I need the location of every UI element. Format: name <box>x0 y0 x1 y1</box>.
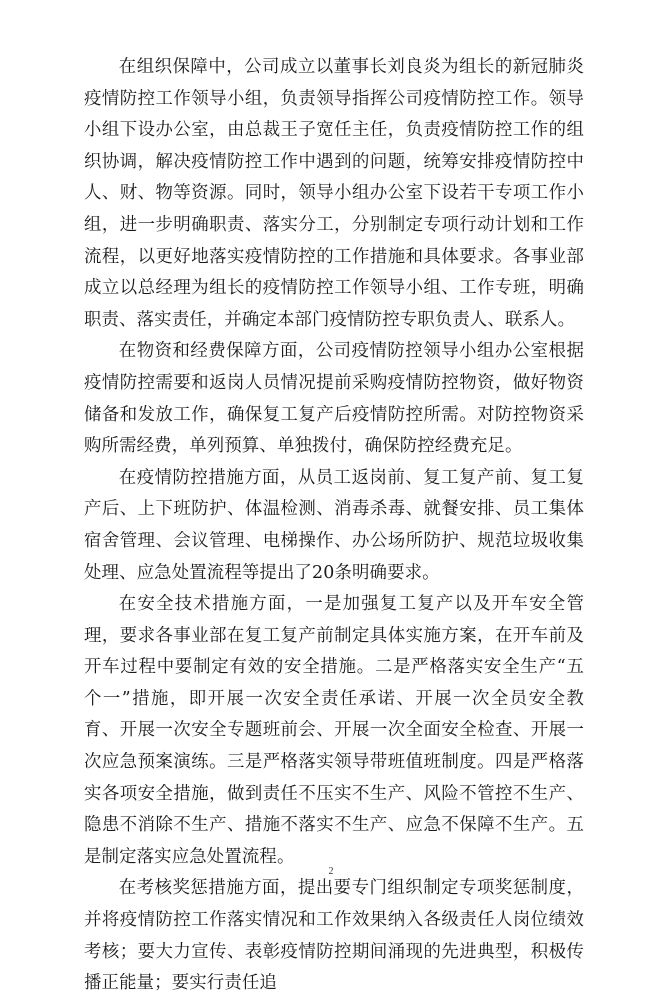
paragraph-safety-technical-measures: 在安全技术措施方面，一是加强复工复产以及开车安全管理，要求各事业部在复工复产前制定具体实施方案，在开车前及开车过程中要制定有效的安全措施。二是严格落实安全生产“五个一”措施，即开展一次安全责任承诺、开展一次全员安全教育、开展一次安全专题班前会、开展一次全面安全检查、开展一次应急预案演练。三是严格落实领导带班值班制度。四是严格落实各项安全措施，做到责任不压实不生产、风险不管控不生产、隐患不消除不生产、措施不落实不生产、应急不保障不生产。五是制定落实应急处置流程。 <box>84 594 584 867</box>
document-body <box>84 52 584 1000</box>
paragraph-prevention-measures: 在疫情防控措施方面，从员工返岗前、复工复产前、复工复产后、上下班防护、体温检测、消毒杀毒、就餐安排、员工集体宿舍管理、会议管理、电梯操作、办公场所防护、规范垃圾收集处理、应急处置流程等提出了20条明确要求。 <box>84 467 584 583</box>
paragraph-materials-funding: 在物资和经费保障方面，公司疫情防控领导小组办公室根据疫情防控需要和返岗人员情况提前采购疫情防控物资，做好物资储备和发放工作，确保复工复产后疫情防控所需。对防控物资采购所需经费，单列预算、单独拨付，确保防控经费充足。 <box>84 341 584 457</box>
paragraph-organization-guarantee: 在组织保障中，公司成立以董事长刘良炎为组长的新冠肺炎疫情防控工作领导小组，负责领导指挥公司疫情防控工作。领导小组下设办公室，由总裁王子宽任主任，负责疫情防控工作的组织协调，解决疫情防控工作中遇到的问题，统筹安排疫情防控中人、财、物等资源。同时，领导小组办公室下设若干专项工作小组，进一步明确职责、落实分工，分别制定专项行动计划和工作流程，以更好地落实疫情防控的工作措施和具体要求。各事业部成立以总经理为组长的疫情防控工作领导小组、工作专班，明确职责、落实责任，并确定本部门疫情防控专职负责人、联系人。 <box>84 57 584 330</box>
paragraph-assessment-rewards: 在考核奖惩措施方面，提出要专门组织制定专项奖惩制度，并将疫情防控工作落实情况和工作效果纳入各级责任人岗位绩效考核；要大力宣传、表彰疫情防控期间涌现的先进典型，积极传播正能量；要实行责任追 <box>84 878 584 994</box>
page-number: 2 <box>328 866 334 877</box>
